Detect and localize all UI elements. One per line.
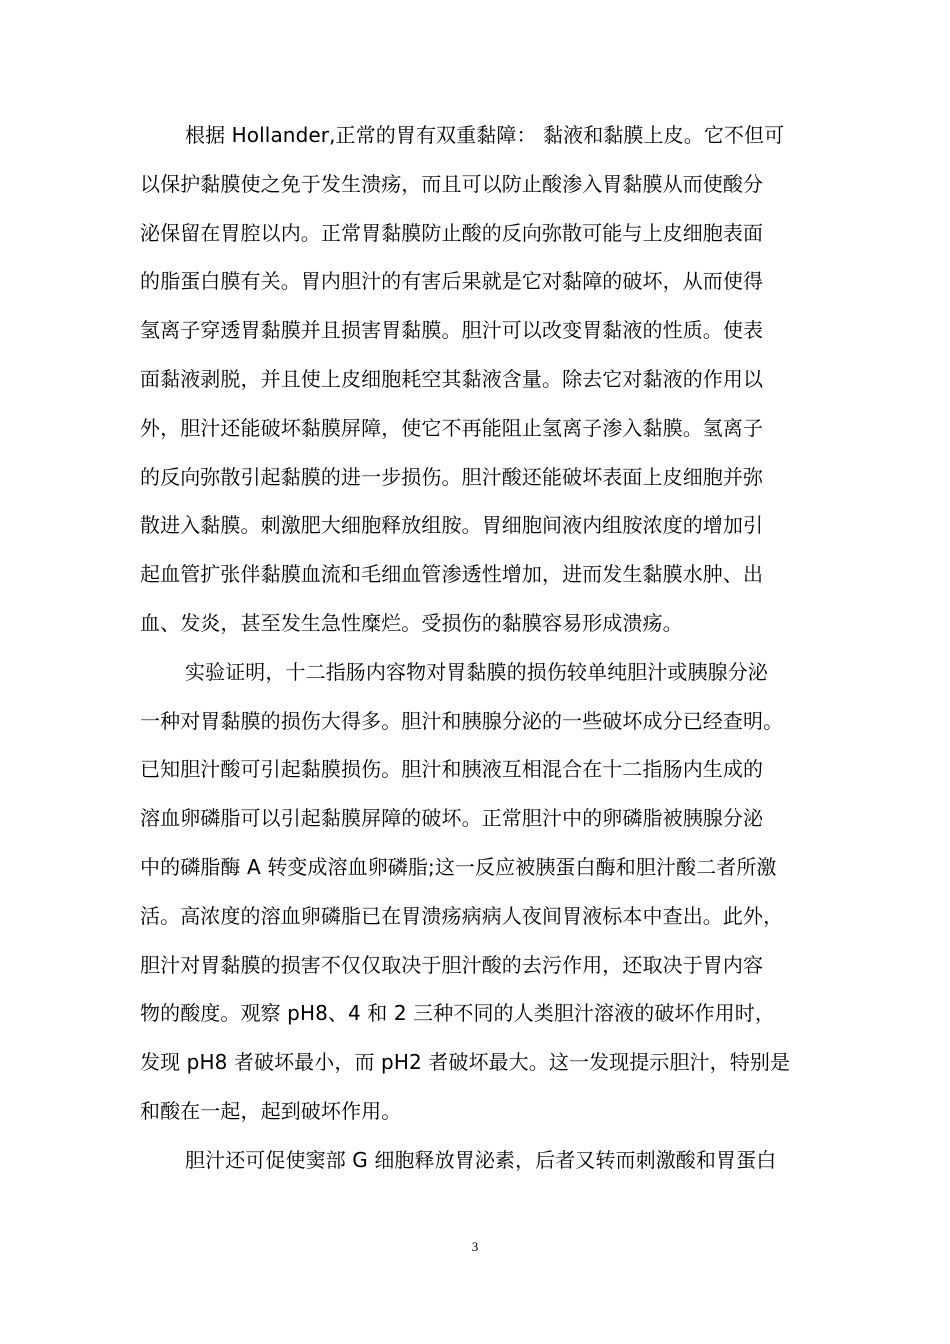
text-line: 的反向弥散引起黏膜的进一步损伤。胆汁酸还能破坏表面上皮细胞并弥 — [140, 464, 764, 489]
text-line: 胆汁还可促使窦部 G 细胞释放胃泌素，后者又转而刺激酸和胃蛋白 — [185, 1147, 777, 1172]
text-line: 实验证明，十二指肠内容物对胃黏膜的损伤较单纯胆汁或胰腺分泌 — [185, 659, 768, 684]
text-line: 根据 Hollander,正常的胃有双重黏障： 黏液和黏膜上皮。它不但可 — [185, 123, 785, 147]
text-line: 外，胆汁还能破坏黏膜屏障，使它不再能阻止氢离子渗入黏膜。氢离子 — [140, 415, 764, 440]
text-line: 泌保留在胃腔以内。正常胃黏膜防止酸的反向弥散可能与上皮细胞表面 — [140, 220, 764, 245]
text-line: 和酸在一起，起到破坏作用。 — [140, 1098, 402, 1123]
text-line: 已知胆汁酸可引起黏膜损伤。胆汁和胰液互相混合在十二指肠内生成的 — [140, 757, 764, 782]
text-line: 散进入黏膜。刺激肥大细胞释放组胺。胃细胞间液内组胺浓度的增加引 — [140, 513, 764, 538]
text-line: 中的磷脂酶 A 转变成溶血卵磷脂;这一反应被胰蛋白酶和胆汁酸二者所激 — [140, 854, 777, 879]
text-line: 胆汁对胃黏膜的损害不仅仅取决于胆汁酸的去污作用，还取决于胃内容 — [140, 952, 764, 977]
text-line: 发现 pH8 者破坏最小，而 pH2 者破坏最大。这一发现提示胆汁，特别是 — [140, 1050, 791, 1075]
text-line: 面黏液剥脱，并且使上皮细胞耗空其黏液含量。除去它对黏液的作用以 — [140, 366, 764, 391]
text-line: 溶血卵磷脂可以引起黏膜屏障的破坏。正常胆汁中的卵磷脂被胰腺分泌 — [140, 806, 764, 831]
text-line: 物的酸度。观察 pH8、4 和 2 三种不同的人类胆汁溶液的破坏作用时， — [140, 1001, 775, 1026]
body-text — [140, 111, 840, 1185]
text-line: 活。高浓度的溶血卵磷脂已在胃溃疡病病人夜间胃液标本中查出。此外， — [140, 903, 784, 928]
text-line: 起血管扩张伴黏膜血流和毛细血管渗透性增加，进而发生黏膜水肿、出 — [140, 562, 764, 587]
text-line: 的脂蛋白膜有关。胃内胆汁的有害后果就是它对黏障的破坏，从而使得 — [140, 269, 764, 294]
page-number: 3 — [471, 1239, 479, 1254]
text-line: 血、发炎，甚至发生急性糜烂。受损伤的黏膜容易形成溃疡。 — [140, 610, 683, 635]
text-line: 氢离子穿透胃黏膜并且损害胃黏膜。胆汁可以改变胃黏液的性质。使表 — [140, 318, 764, 343]
text-line: 一种对胃黏膜的损伤大得多。胆汁和胰腺分泌的一些破坏成分已经查明。 — [140, 708, 784, 733]
text-line: 以保护黏膜使之免于发生溃疡，而且可以防止酸渗入胃黏膜从而使酸分 — [140, 171, 764, 196]
